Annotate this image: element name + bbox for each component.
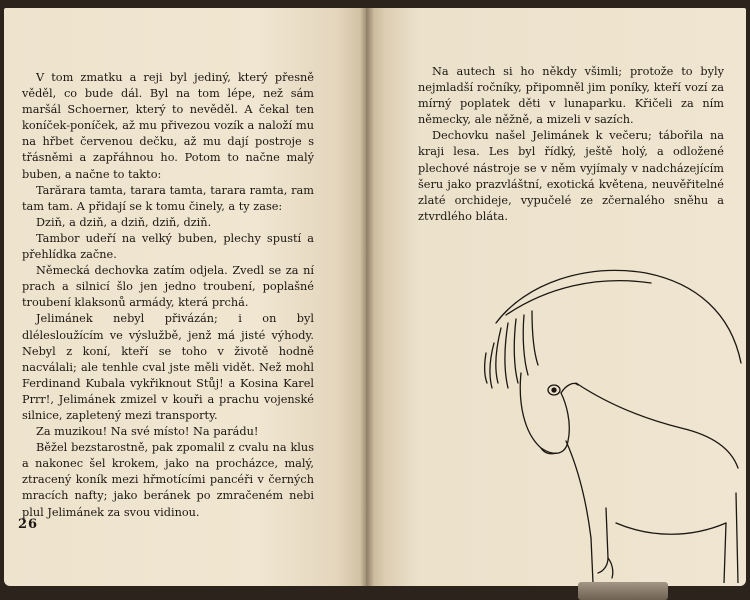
paragraph: Tambor udeří na velký buben, plechy spustí a přehlídka začne. — [22, 231, 314, 262]
paragraph: Dechovku našel Jelimánek k večeru; tábořila na kraji lesa. Les byl řídký, ještě holý, a odložené plechové nástroje se v něm vyjímaly v nadcházejícím šeru jako prazvláštní, exotická květena, neuvěřitelné zlaté orchideje, vypučelé ze zčernalého sněhu a ztvrdlého bláta. — [418, 129, 724, 223]
page-number: 26 — [18, 517, 39, 532]
paragraph: Dziň, a dziň, a dziň, dziň, dziň. — [36, 215, 212, 229]
paragraph: Na autech si ho někdy všimli; protože to byly nejmladší ročníky, připomněl jim poníky, kteří vozí za mírný poplatek děti v lunaparku. Křičeli za ním německy, ale něžně, a mizeli v sazích. — [418, 65, 724, 127]
left-page-text — [22, 70, 314, 521]
paragraph: Jelimánek nebyl přivázán; i on byl dlélesloužícím ve výslužbě, jenž má jisté výhody. Nebyl z koní, kteří se toho v životě hodně nacválali; ale tenhle cval jste měli vidět. Než mohl Ferdinand Kubala vykřiknout Stůj! a Kosina Karel Prrr!, Jelimánek zmizel v kouři a prachu vojenské silnice, zapletený mezi transporty. — [22, 312, 314, 422]
pony-illustration — [466, 253, 746, 583]
book-gutter — [360, 8, 374, 586]
left-page — [4, 8, 366, 586]
paragraph: Tarărara tamta, tarara tamta, tarara ramta, ram tam tam. A přidají se k tomu činely, a ty zase: — [22, 183, 314, 213]
paragraph: Běžel bezstarostně, pak zpomalil z cvalu na klus a nakonec šel krokem, jako na procházce, malý, ztracený koník mezi hřmotícími pancéři v černých mracích nafty; jako beránek po zmračeném nebi plul Jelimánek za svou vidinou. — [22, 441, 314, 519]
right-page — [366, 8, 746, 586]
paragraph: Za muzikou! Na své místo! Na parádu! — [36, 425, 259, 439]
paragraph: Německá dechovka zatím odjela. Zvedl se za ní prach a silnicí šlo jen jedno troubení, poplašné troubení klaksonů armády, která prchá. — [22, 264, 314, 310]
right-page-text — [418, 64, 724, 225]
bookmark-ribbon — [578, 582, 668, 600]
paragraph: V tom zmatku a reji byl jediný, který přesně věděl, co bude dál. Byl na tom lépe, než sám maršál Schoerner, který to nevěděl. A čekal ten koníček-poníček, až mu přivezou vozík a naloží mu na hřbet červenou dečku, až mu dají postroje s třásněmi a zapřáhnou ho. Potom to načne malý buben, a načne to takto: — [22, 71, 314, 181]
